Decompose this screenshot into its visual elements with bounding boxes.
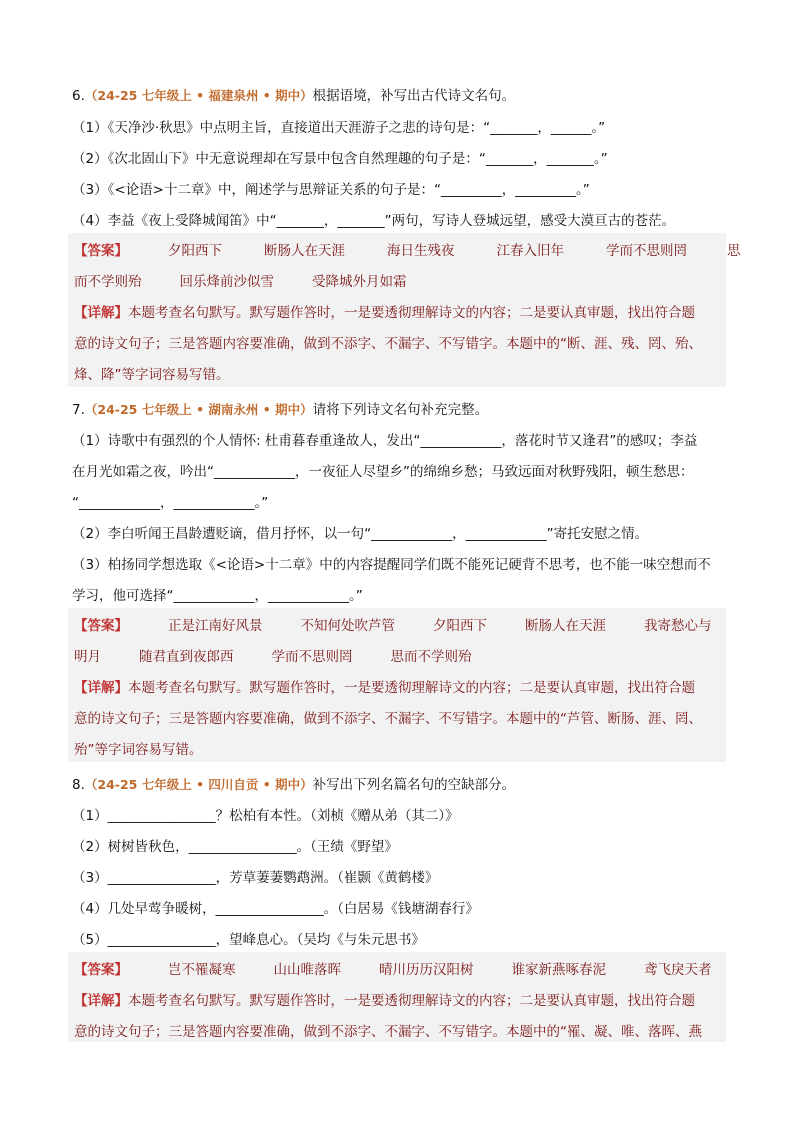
answer-item: 不知何处吹芦管: [300, 618, 395, 634]
detail-line: 意的诗文句子；三是答题内容要准确，做到不添字、不漏字、不写错字。本题中的“断、涯、残、罔、殆、: [74, 336, 702, 352]
detail-line: 意的诗文句子；三是答题内容要准确，做到不添字、不漏字、不写错字。本题中的“罹、凝、唯、落晖、燕: [74, 1024, 702, 1040]
answer-tag: 【答案】: [74, 243, 128, 259]
detail-tag: 【详解】: [74, 993, 128, 1009]
detail-line: 【详解】本题考查名句默写。默写题作答时，一是要透彻理解诗文的内容；二是要认真审题，找出符合题: [74, 993, 695, 1009]
question-number: 8.: [72, 777, 85, 793]
question-item: （1）诗歌中有强烈的个人情怀: 杜甫暮春重逢故人，发出“____________，落花时节又逢君”的感叹；李益: [72, 433, 698, 449]
detail-line: 【详解】本题考查名句默写。默写题作答时，一是要透彻理解诗文的内容；二是要认真审题，找出符合题: [74, 305, 695, 321]
detail-line: 【详解】本题考查名句默写。默写题作答时，一是要透彻理解诗文的内容；二是要认真审题，找出符合题: [74, 680, 695, 696]
question-item: “____________，____________。”: [72, 495, 269, 511]
answer-item: 山山唯落晖: [273, 962, 341, 978]
answer-item: 思而不学则殆: [390, 649, 472, 665]
answer-item: 江春入旧年: [496, 243, 564, 259]
question-source: （24-25 七年级上 • 福建泉州 • 期中）: [84, 88, 313, 103]
answer-item: 我寄愁心与: [644, 618, 712, 634]
answer-item: 晴川历历汉阳树: [379, 962, 474, 978]
answer-row: [74, 645, 472, 665]
question-item: （3）________________，芳草萋萋鹦鹉洲。（崔颢《黄鹤楼》: [72, 870, 439, 886]
answer-row: [74, 614, 712, 634]
question-item: （4）几处早莺争暖树，________________。（白居易《钱塘湖春行》: [72, 901, 479, 917]
answer-item: 随君直到夜郎西: [139, 649, 234, 665]
question-prompt: 根据语境，补写出古代诗文名句。: [312, 88, 516, 104]
answer-item: 岂不罹凝寒: [168, 962, 236, 978]
detail-line: 意的诗文句子；三是答题内容要准确，做到不添字、不漏字、不写错字。本题中的“芦管、断肠、涯、罔、: [74, 711, 702, 727]
answer-item: 明月: [74, 649, 101, 665]
answer-row: [74, 239, 741, 259]
answer-item: 学而不思则罔: [606, 243, 687, 259]
answer-item: 受降城外月如霜: [312, 274, 407, 290]
question-8-header: [72, 773, 515, 793]
answer-tag: 【答案】: [74, 962, 128, 978]
answer-row: [74, 270, 407, 290]
question-prompt: 请将下列诗文名句补充完整。: [312, 402, 489, 418]
question-item: （3）《<论语>十二章》中，阐述学与思辩证关系的句子是：“_________，_________。”: [72, 182, 590, 198]
question-number: 6.: [72, 88, 85, 104]
answer-item: 回乐烽前沙似雪: [179, 274, 274, 290]
answer-box: [68, 952, 726, 1042]
question-item: （3）柏扬同学想选取《<论语>十二章》中的内容提醒同学们既不能死记硬背不思考，也不能一味空想而不: [72, 557, 711, 573]
question-item: （1）《天净沙·秋思》中点明主旨，直接道出天涯游子之悲的诗句是：“_______，______。”: [72, 120, 606, 136]
answer-item: 而不学则殆: [74, 274, 142, 290]
question-item: 学习，他可选择“____________，____________。”: [72, 588, 363, 604]
question-7-header: [72, 398, 488, 418]
question-item: （4）李益《夜上受降城闻笛》中“_______，_______”两句，写诗人登城远望，感受大漠亘古的苍茫。: [72, 213, 676, 229]
answer-item: 学而不思则罔: [271, 649, 353, 665]
question-6-header: [72, 84, 515, 104]
answer-item: 断肠人在天涯: [525, 618, 606, 634]
question-source: （24-25 七年级上 • 四川自贡 • 期中）: [84, 777, 313, 792]
detail-tag: 【详解】: [74, 305, 128, 321]
answer-row: [74, 958, 712, 978]
question-item: 在月光如霜之夜，吟出“____________，一夜征人尽望乡”的绵绵乡愁；马致远面对秋野残阳，顿生愁思：: [72, 464, 694, 480]
answer-item: 谁家新燕啄春泥: [511, 962, 606, 978]
question-item: （2）《次北固山下》中无意说理却在写景中包含自然理趣的句子是：“_______，_______。”: [72, 151, 608, 167]
answer-item: 思: [727, 243, 741, 259]
question-item: （1）________________？松柏有本性。（刘桢《赠从弟（其二）》: [72, 808, 459, 824]
question-item: （2）树树皆秋色，________________。（王绩《野望》: [72, 839, 398, 855]
question-item: （2）李白听闻王昌龄遭贬谪，借月抒怀，以一句“____________，____________”寄托安慰之情。: [72, 526, 649, 542]
question-number: 7.: [72, 402, 85, 418]
answer-item: 断肠人在天涯: [264, 243, 345, 259]
question-prompt: 补写出下列名篇名句的空缺部分。: [312, 777, 516, 793]
answer-tag: 【答案】: [74, 618, 128, 634]
answer-item: 海日生残夜: [387, 243, 455, 259]
detail-tag: 【详解】: [74, 680, 128, 696]
answer-item: 夕阳西下: [433, 618, 487, 634]
answer-item: 正是江南好风景: [168, 618, 263, 634]
question-source: （24-25 七年级上 • 湖南永州 • 期中）: [84, 402, 313, 417]
answer-item: 夕阳西下: [168, 243, 222, 259]
answer-item: 鸢飞戾天者: [644, 962, 712, 978]
answer-box: [68, 608, 726, 762]
answer-box: [68, 233, 741, 387]
detail-line: 烽、降”等字词容易写错。: [74, 367, 230, 383]
detail-line: 殆”等字词容易写错。: [74, 742, 203, 758]
question-item: （5）________________，望峰息心。（吴均《与朱元思书》: [72, 932, 425, 948]
